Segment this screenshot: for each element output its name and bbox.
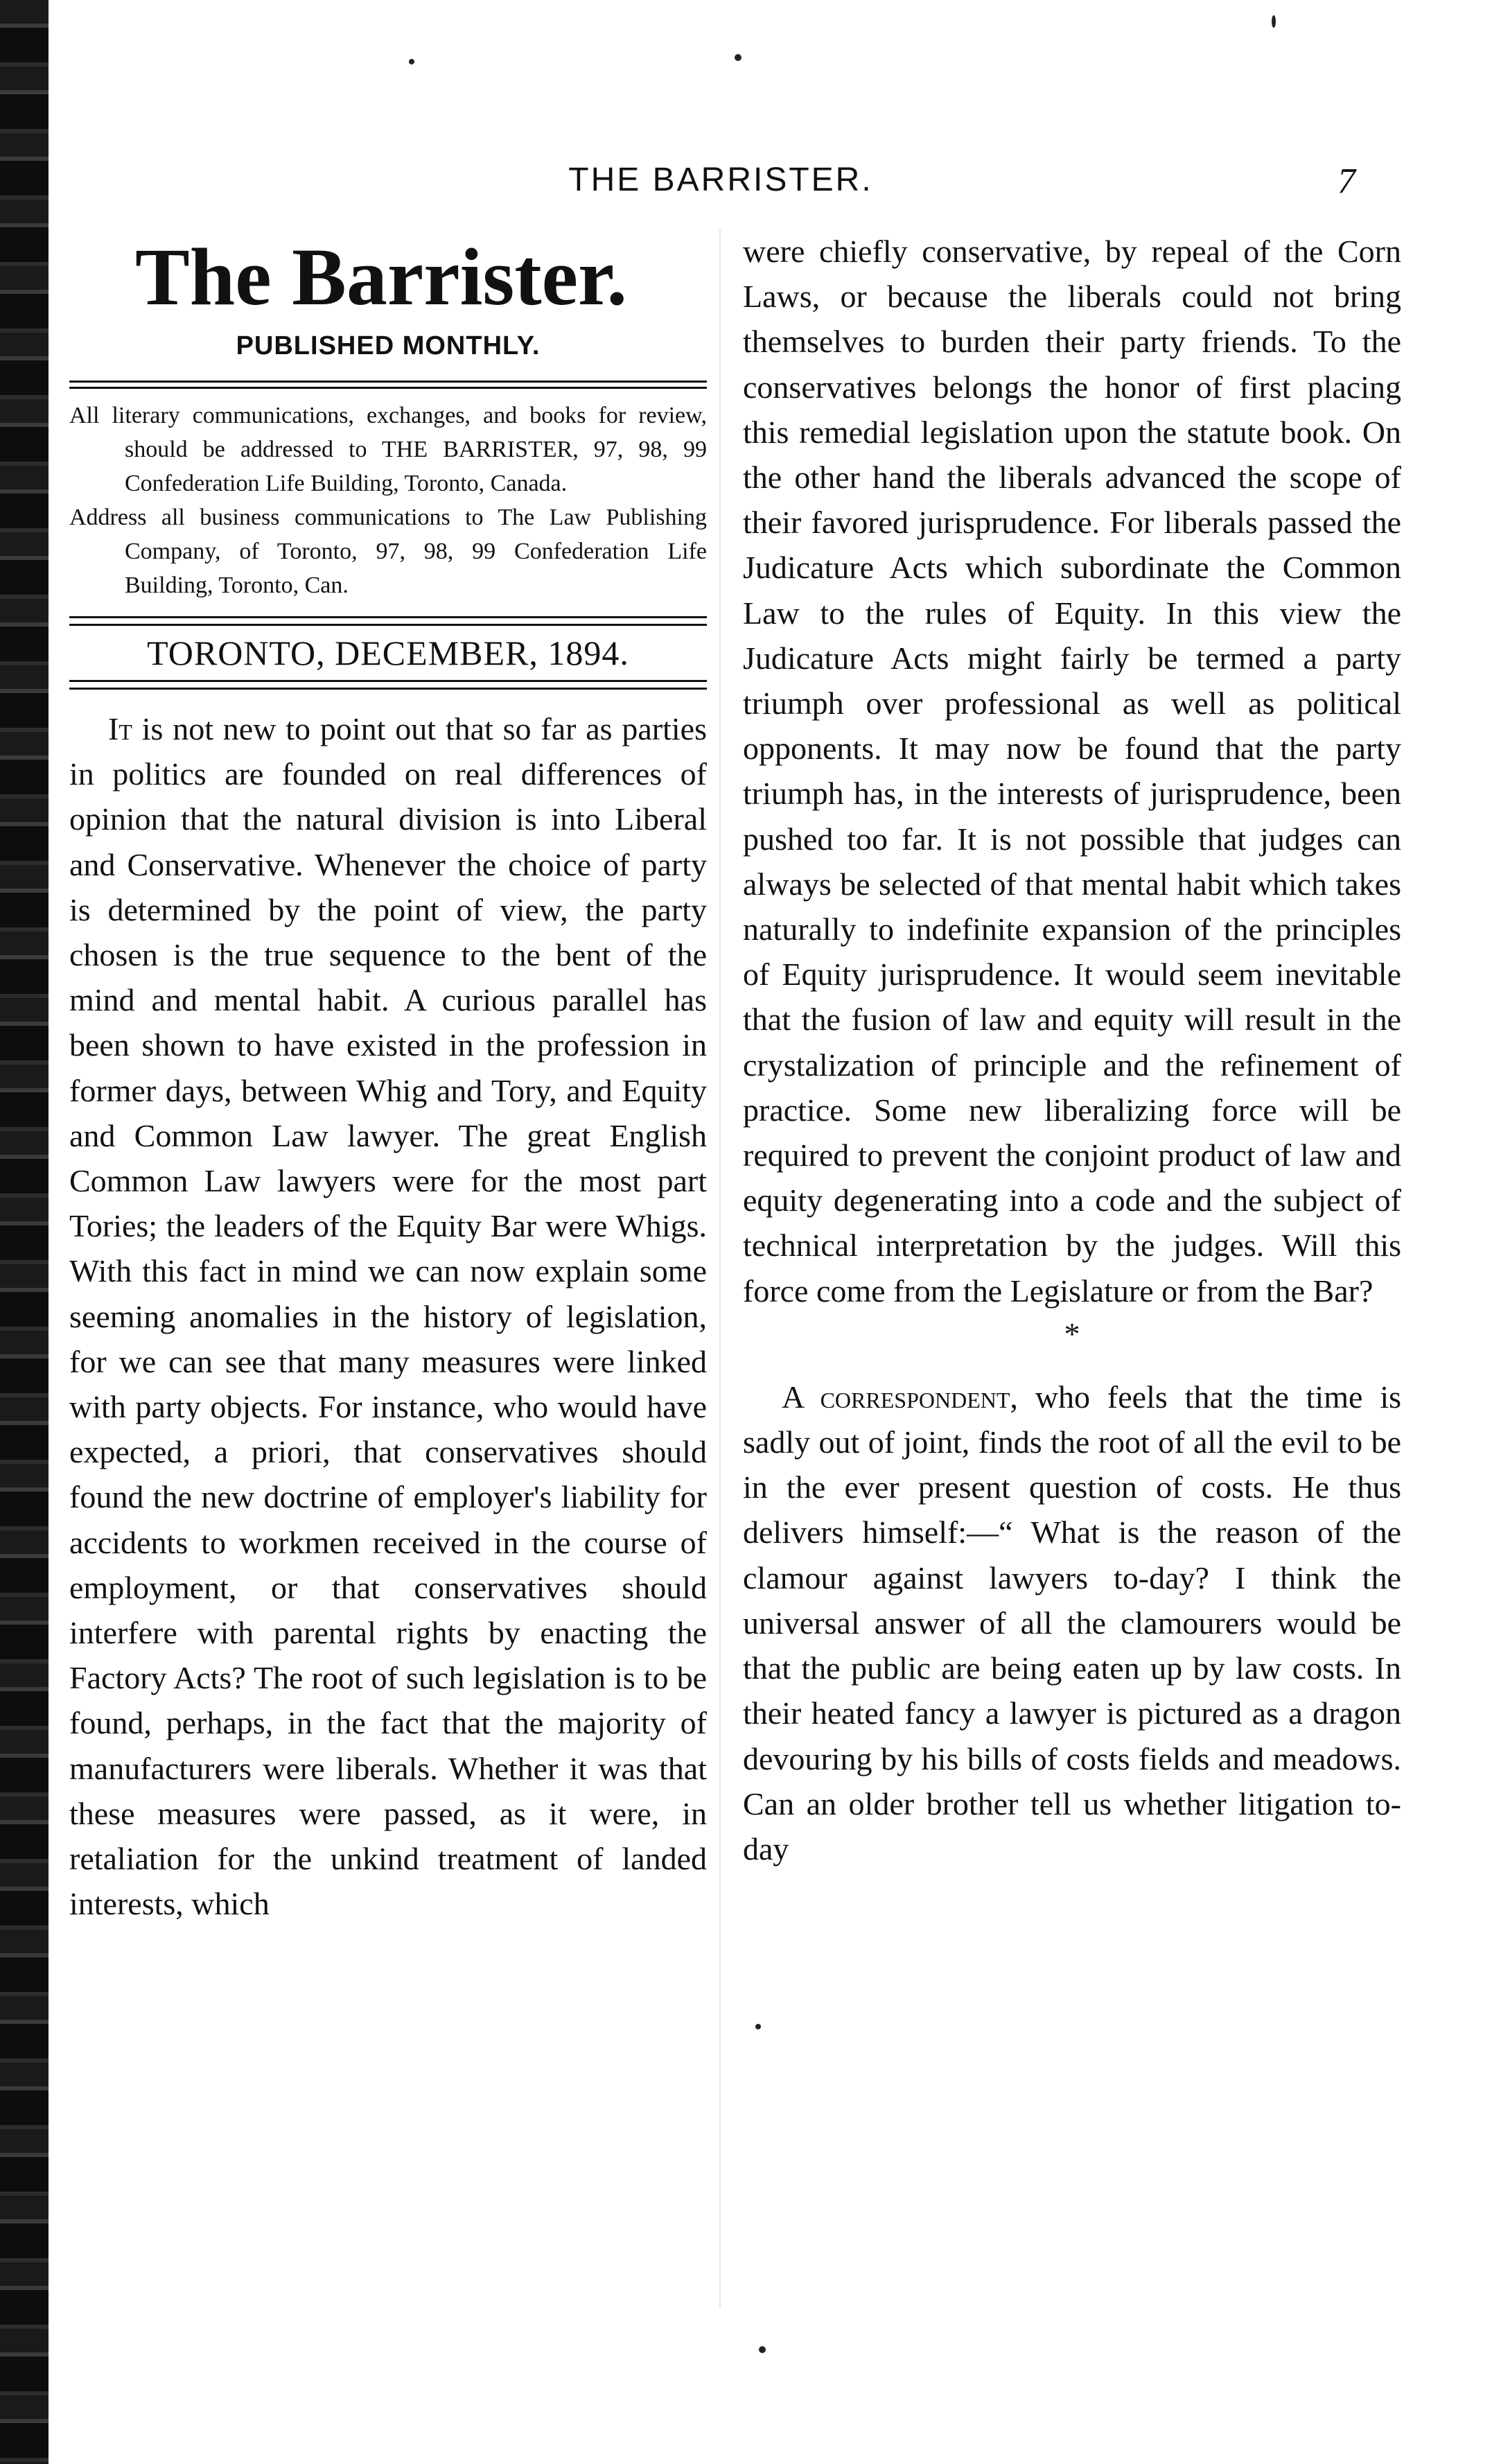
dateline-top-rule — [69, 616, 707, 626]
masthead-rule — [69, 381, 707, 389]
correspondent-lead: A correspondent, — [782, 1379, 1018, 1415]
masthead-notice — [69, 399, 707, 602]
article-lead-word: It — [108, 711, 132, 746]
running-title: THE BARRISTER. — [568, 161, 873, 198]
article-continuation: were chiefly conservative, by repeal of the Corn Laws, or because the liberals could not bring themselves to burden their party friends. To the conservatives belongs the honor of first placing this remedial legislation upon the statute book. On the other hand the liberals advanced the scope of their favored jurisprudence. For liberals passed the Judicature Acts which subordinate the Common Law to the rules of Equity. In this view the Judicature Acts might fairly be termed a party triumph over professional as well as political opponents. It may now be found that the party triumph has, in the interests of jurisprudence, been pushed too far. It is not possible that judges can always be selected of that mental habit which takes naturally to indefinite expansion of the principles of Equity jurisprudence. It would seem inevitable that the fusion of law and equity will result in the crystalization of principle and the refinement of practice. Some new liberalizing force will be required to prevent the conjoint product of law and equity degenerating into a code and the subject of technical interpretation by the judges. Will this force come from the Legislature or from the Bar? — [743, 234, 1401, 1309]
scan-speck — [755, 2024, 761, 2029]
notice-business: Address all business communications to The Law Publishing Company, of Toronto, 97, 98, 99 Confederation Life Building, Toronto, Can. — [69, 505, 707, 598]
article-paragraph — [69, 706, 707, 1926]
column-divider — [719, 229, 721, 2308]
right-column — [743, 229, 1401, 1871]
correspondent-paragraph — [743, 1374, 1401, 1871]
left-column — [69, 229, 707, 1926]
dateline: TORONTO, DECEMBER, 1894. — [147, 634, 629, 672]
scan-speck — [735, 54, 741, 61]
scan-speck — [409, 59, 414, 64]
page-number: 7 — [1337, 161, 1355, 201]
masthead-title: The Barrister. — [134, 231, 628, 322]
scan-speck — [759, 2346, 766, 2353]
notice-literary: All literary communications, exchanges, and books for review, should be addressed to THE BARRISTER, 97, 98, 99 Confederation Life Building, Toronto, Canada. — [69, 403, 707, 496]
section-separator: * — [1064, 1316, 1080, 1352]
dateline-bottom-rule — [69, 680, 707, 690]
scanned-page-edge — [0, 0, 49, 2464]
article-text-left: is not new to point out that so far as parties in politics are founded on real differences of opinion that the natural division is into Liberal and Conservative. Whenever the choice of party is determined by the point of view, the party chosen is the true sequence to the bent of the mind and mental habit. A curious parallel has been shown to have existed in the profession in former days, between Whig and Tory, and Equity and Common Law lawyer. The great English Common Law lawyers were for the most part Tories; the leaders of the Equity Bar were Whigs. With this fact in mind we can now explain some seeming anomalies in the history of legislation, for we can see that many measures were linked with party objects. For instance, who would have expected, a priori, that conservatives should found the new doctrine of employer's liability for accidents to workmen received in the course of employment, or that conservatives should interfere with parental rights by enacting the Factory Acts? The root of such legislation is to be found, perhaps, in the fact that the majority of manufacturers were liberals. Whether it was that these measures were passed, as it were, in retaliation for the unkind treatment of landed interests, which — [69, 711, 707, 1922]
correspondent-text: who feels that the time is sadly out of joint, finds the root of all the evil to be in the ever present question of costs. He thus delivers himself:—“ What is the reason of the clamour against lawyers to-day? I think the universal answer of all the clamourers would be that the public are being eaten up by law costs. In their heated fancy a lawyer is pictured as a dragon devouring by his bills of costs fields and meadows. Can an older brother tell us whether litigation to-day — [743, 1379, 1402, 1867]
masthead-subtitle: PUBLISHED MONTHLY. — [236, 331, 541, 360]
scan-speck — [1272, 15, 1276, 28]
